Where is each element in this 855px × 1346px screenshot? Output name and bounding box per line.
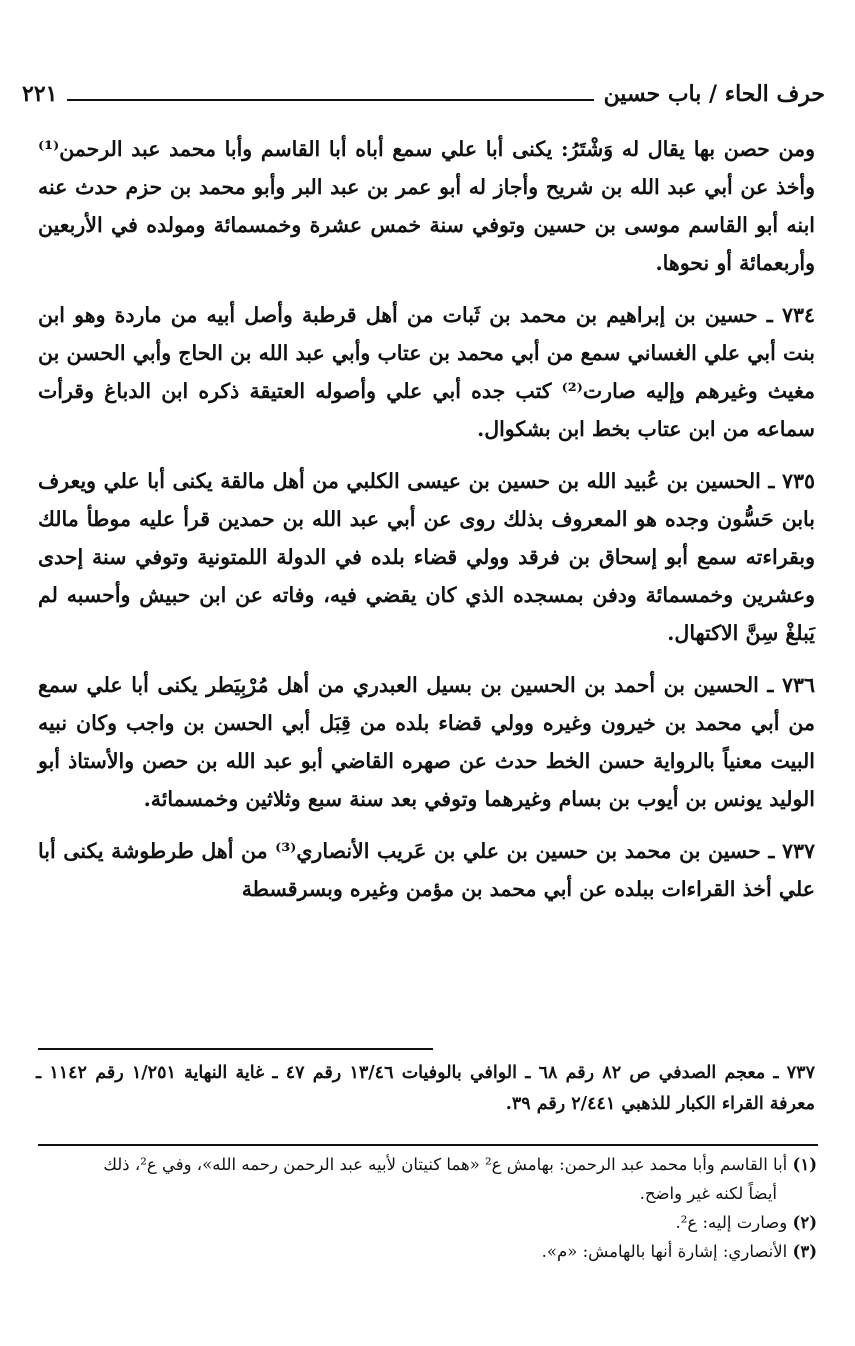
entry-736: ٧٣٦ ـ الحسين بن أحمد بن الحسين بن بسيل العبدري من أهل مُرْبِيَطر يكنى أبا علي سمع من أبي محمد بن خيرون وغيره وولي قضاء بلده من قِبَل أبي الحسن بن واجب وكان نبيه البيت معنياً بالرواية حسن الخط حدث عن صهره القاضي أبو عبد الله بن حصن والأستاذ أبو الوليد يونس بن أيوب بن بسام وغيرهما وتوفي بعد سنة سبع وثلاثين وخمسمائة. bbox=[38, 673, 815, 811]
footnote-text: وصارت إليه: ع². bbox=[675, 1213, 788, 1232]
header-rule bbox=[67, 99, 593, 101]
footnote-1 bbox=[34, 1150, 817, 1179]
running-header bbox=[22, 76, 825, 112]
footnote-2 bbox=[34, 1208, 817, 1237]
footnote-number: (٢) bbox=[792, 1213, 817, 1232]
sources-divider bbox=[38, 1048, 433, 1050]
footnote-3 bbox=[34, 1237, 817, 1266]
footnote-1-continuation bbox=[34, 1179, 817, 1208]
footnote-number: (١) bbox=[792, 1155, 817, 1174]
entry-737: ٧٣٧ ـ حسين بن محمد بن حسين بن علي بن عَريب الأنصاري⁽³⁾ من أهل طرطوشة يكنى أبا علي أخذ القراءات ببلده عن أبي محمد بن مؤمن وغيره وبسرقسطة bbox=[38, 839, 815, 901]
entry-continuation: ومن حصن بها يقال له وَشْتَرُ: يكنى أبا علي سمع أباه أبا القاسم وأبا محمد عبد الرحمن⁽¹⁾ وأخذ عن أبي عبد الله بن شريح وأجاز له أبو عمر بن عبد البر وأبو محمد بن حزم حدث عنه ابنه أبو القاسم موسى بن حسين وتوفي سنة خمس عشرة وخمسمائة ومولده في الأربعين وأربعمائة أو نحوها. bbox=[38, 137, 815, 275]
sources-text: ٧٣٧ ـ معجم الصدفي ص ٨٢ رقم ٦٨ ـ الوافي بالوفيات ١٣/٤٦ رقم ٤٧ ـ غاية النهاية ١/٢٥١ رقم ١١٤٢ ـ معرفة القراء الكبار للذهبي ٢/٤٤١ رقم ٣٩. bbox=[36, 1063, 815, 1114]
footnotes-divider bbox=[38, 1144, 818, 1146]
sources-block bbox=[36, 1058, 815, 1120]
footnote-text: الأنصاري: إشارة أنها بالهامش: «م». bbox=[541, 1242, 788, 1261]
page-number: ٢٢١ bbox=[22, 81, 58, 107]
entry-735: ٧٣٥ ـ الحسين بن عُبيد الله بن حسين بن عيسى الكلبي من أهل مالقة يكنى أبا علي ويعرف بابن حَسُّون وجده هو المعروف بذلك روى عن أبي عبد الله بن حمدين قرأ عليه موطأ مالك وبقراءته سمع أبو إسحاق بن فرقد وولي قضاء بلده في الدولة اللمتونية وتوفي سنة إحدى وعشرين وخمسمائة ودفن بمسجده الذي كان يقضي فيه، وفاته عن ابن حبيش وأحسبه لم يَبلغْ سِنَّ الاكتهال. bbox=[38, 469, 815, 645]
footnote-text: أيضاً لكنه غير واضح. bbox=[639, 1184, 777, 1203]
footnote-text: أبا القاسم وأبا محمد عبد الرحمن: بهامش ع² «هما كنيتان لأبيه عبد الرحمن رحمه الله»، وفي ع²، ذلك bbox=[103, 1155, 788, 1174]
footnote-number: (٣) bbox=[792, 1242, 817, 1261]
main-text bbox=[38, 130, 815, 922]
footnotes bbox=[34, 1150, 817, 1266]
entry-734: ٧٣٤ ـ حسين بن إبراهيم بن محمد بن ثَبات من أهل قرطبة وأصل أبيه من ماردة وهو ابن بنت أبي علي الغساني سمع من أبي محمد بن عتاب وأبي عبد الله بن الحاج وأبي الحسن بن مغيث وغيرهم وإليه صارت⁽²⁾ كتب جده أبي علي وأصوله العتيقة ذكره ابن الدباغ وقرأت سماعه من ابن عتاب بخط ابن بشكوال. bbox=[38, 303, 815, 441]
chapter-title: حرف الحاء / باب حسين bbox=[603, 81, 825, 107]
